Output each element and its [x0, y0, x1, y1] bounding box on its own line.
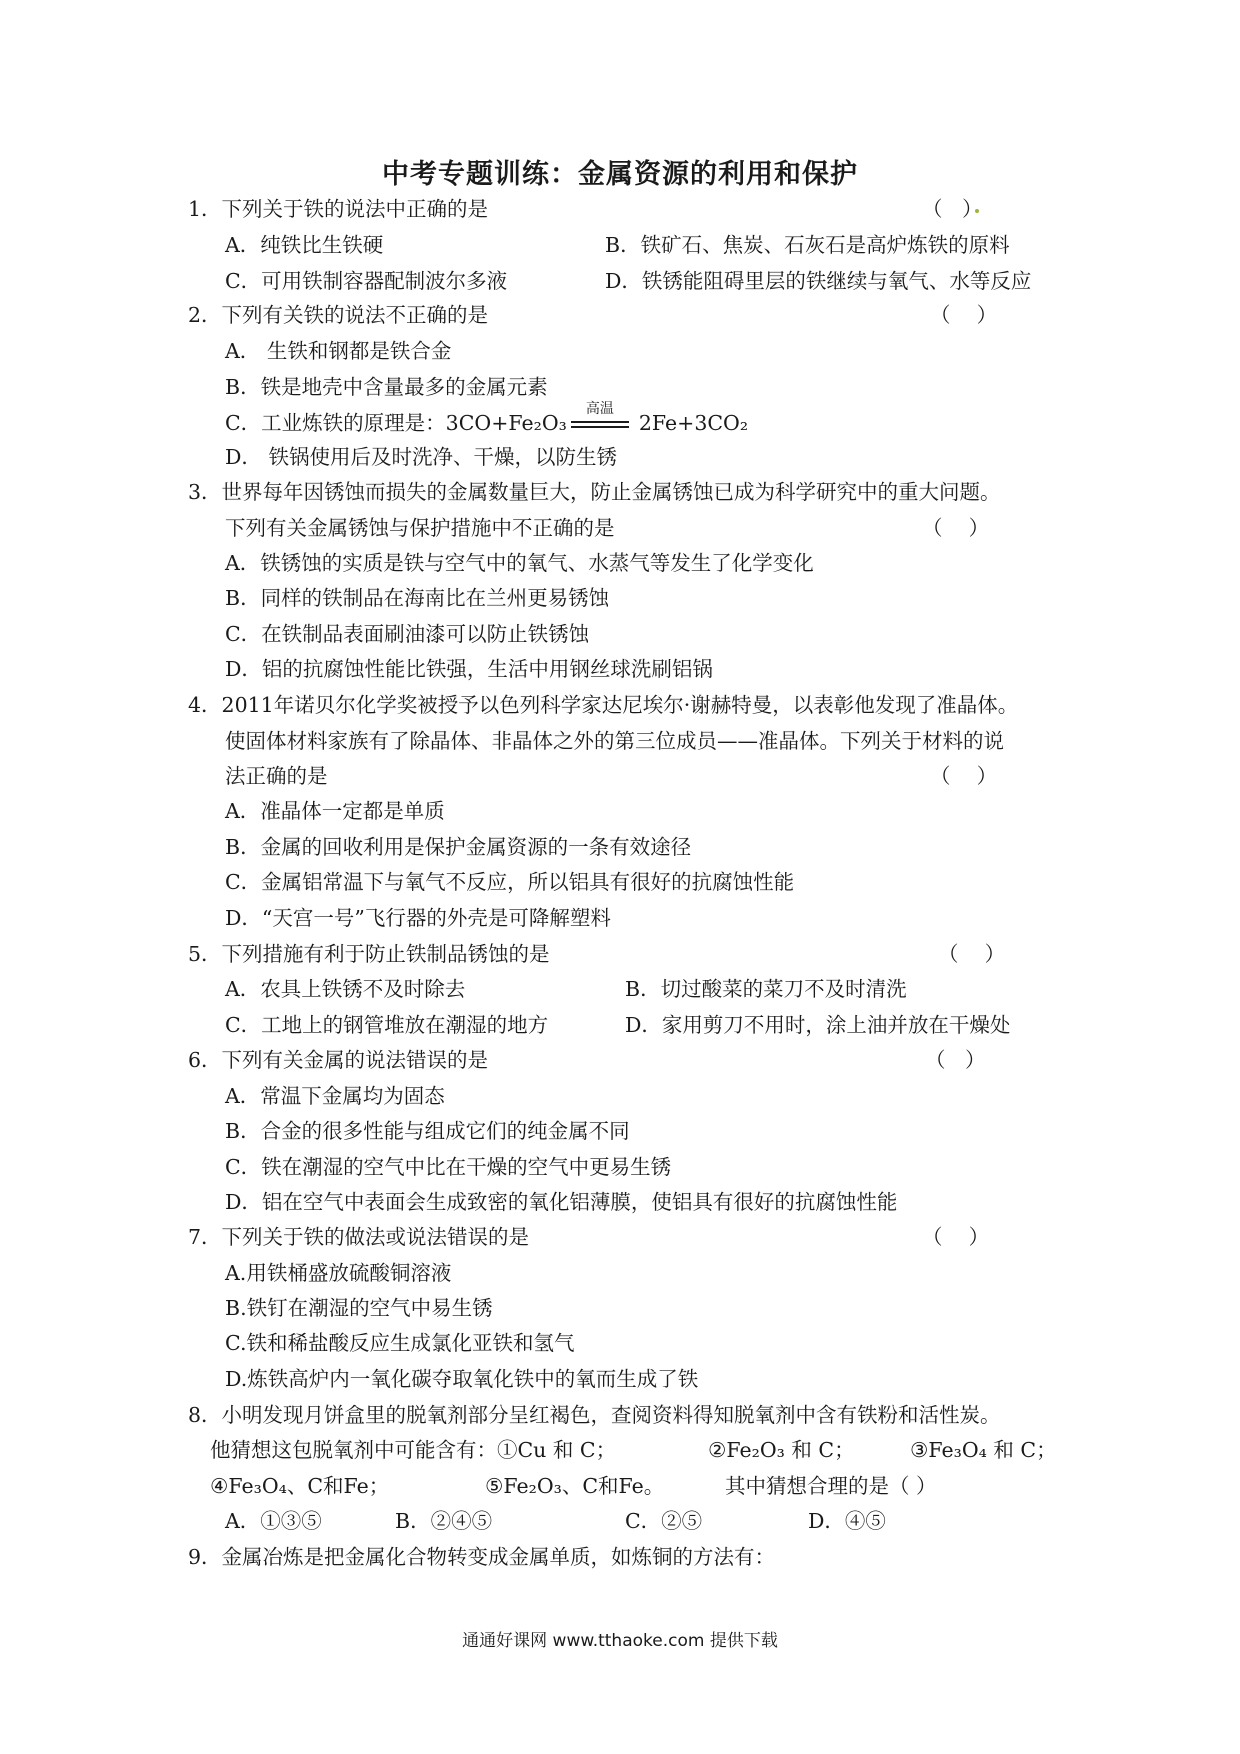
question-9-stem: 9．金属冶炼是把金属化合物转变成金属单质，如炼铜的方法有：: [188, 1545, 776, 1569]
question-4-stem-cont-1: 使固体材料家族有了除晶体、非晶体之外的第三位成员——准晶体。下列关于材料的说: [225, 729, 1004, 753]
question-6-option-a: A．常温下金属均为固态: [225, 1084, 445, 1108]
question-2-option-c: [225, 401, 749, 437]
question-4-option-d: D．“天宫一号”飞行器的外壳是可降解塑料: [225, 906, 611, 930]
equation-arrow: [571, 401, 629, 437]
page-title: 中考专题训练：金属资源的利用和保护: [382, 159, 858, 190]
question-5-stem: 5．下列措施有利于防止铁制品锈蚀的是: [188, 942, 550, 966]
question-8-guess-4: ④Fe₃O₄、C和Fe；: [210, 1474, 390, 1498]
question-5-option-b: B．切过酸菜的菜刀不及时清洗: [625, 977, 907, 1001]
question-5-option-a: A．农具上铁锈不及时除去: [225, 977, 466, 1001]
question-7-option-a: A.用铁桶盛放硫酸铜溶液: [225, 1261, 452, 1285]
question-3-stem: 3．世界每年因锈蚀而损失的金属数量巨大，防止金属锈蚀已成为科学研究中的重大问题。: [188, 480, 1001, 504]
question-2-answer-blank: （ ）: [930, 303, 998, 327]
question-1-option-d: D．铁锈能阻碍里层的铁继续与氧气、水等反应: [605, 269, 1032, 293]
question-2-option-a: A． 生铁和钢都是铁合金: [225, 339, 452, 363]
question-2-option-d: D． 铁锅使用后及时洗净、干燥，以防生锈: [225, 445, 617, 469]
question-3-stem-cont: 下列有关金属锈蚀与保护措施中不正确的是: [225, 516, 615, 540]
question-6-option-b: B．合金的很多性能与组成它们的纯金属不同: [225, 1119, 630, 1143]
question-7-stem: 7．下列关于铁的做法或说法错误的是: [188, 1225, 530, 1249]
page-footer: 通通好课网 www.tthaoke.com 提供下载: [462, 1631, 778, 1651]
question-4-option-c: C．金属铝常温下与氧气不反应，所以铝具有很好的抗腐蚀性能: [225, 870, 795, 894]
question-2-stem: 2．下列有关铁的说法不正确的是: [188, 303, 489, 327]
question-6-option-d: D．铝在空气中表面会生成致密的氧化铝薄膜，使铝具有很好的抗腐蚀性能: [225, 1190, 898, 1214]
question-7-option-c: C.铁和稀盐酸反应生成氯化亚铁和氢气: [225, 1331, 575, 1355]
question-3-option-a: A．铁锈蚀的实质是铁与空气中的氧气、水蒸气等发生了化学变化: [225, 551, 814, 575]
question-2-option-b: B．铁是地壳中含量最多的金属元素: [225, 375, 548, 399]
question-8-guess-2: ②Fe₂O₃ 和 C；: [708, 1438, 855, 1462]
question-1-option-c: C．可用铁制容器配制波尔多液: [225, 269, 508, 293]
question-1-option-b: B．铁矿石、焦炭、石灰石是高炉炼铁的原料: [605, 233, 1010, 257]
equation-right: 2Fe+3CO₂: [638, 411, 749, 435]
question-6-stem: 6．下列有关金属的说法错误的是: [188, 1048, 489, 1072]
question-8-option-a: A．①③⑤: [225, 1509, 322, 1533]
question-3-answer-blank: （ ）: [922, 516, 990, 540]
question-4-option-b: B．金属的回收利用是保护金属资源的一条有效途径: [225, 835, 692, 859]
question-3-option-c: C．在铁制品表面刷油漆可以防止铁锈蚀: [225, 622, 590, 646]
question-8-option-d: D．④⑤: [808, 1509, 886, 1533]
question-3-option-d: D．铝的抗腐蚀性能比铁强，生活中用钢丝球洗刷铝锅: [225, 657, 713, 681]
question-1-option-a: A．纯铁比生铁硬: [225, 233, 384, 257]
question-8-guess-3: ③Fe₃O₄ 和 C；: [910, 1438, 1057, 1462]
question-3-option-b: B．同样的铁制品在海南比在兰州更易锈蚀: [225, 586, 610, 610]
question-1-stem: 1．下列关于铁的说法中正确的是: [188, 197, 489, 221]
question-8-prompt: 其中猜想合理的是（ ）: [725, 1474, 937, 1498]
question-8-guess-1: 他猜想这包脱氧剂中可能含有：①Cu 和 C；: [210, 1438, 617, 1462]
equation-left: C．工业炼铁的原理是：3CO+Fe₂O₃: [225, 411, 567, 435]
question-7-option-b: B.铁钉在潮湿的空气中易生锈: [225, 1296, 493, 1320]
question-8-guess-5: ⑤Fe₂O₃、C和Fe。: [485, 1474, 665, 1498]
question-7-option-d: D.炼铁高炉内一氧化碳夺取氧化铁中的氧而生成了铁: [225, 1367, 699, 1391]
question-5-answer-blank: （ ）: [938, 942, 1006, 966]
question-4-option-a: A．准晶体一定都是单质: [225, 799, 445, 823]
question-4-answer-blank: （ ）: [930, 764, 998, 788]
question-4-stem: 4．2011年诺贝尔化学奖被授予以色列科学家达尼埃尔·谢赫特曼，以表彰他发现了准晶体。: [188, 693, 1019, 717]
question-7-answer-blank: （ ）: [922, 1225, 990, 1249]
question-8-stem: 8．小明发现月饼盒里的脱氧剂部分呈红褐色，查阅资料得知脱氧剂中含有铁粉和活性炭。: [188, 1403, 1001, 1427]
equation-condition: 高温: [585, 401, 614, 417]
question-5-option-c: C．工地上的钢管堆放在潮湿的地方: [225, 1013, 549, 1037]
question-8-option-b: B．②④⑤: [395, 1509, 493, 1533]
question-1-answer-blank: （ ）: [922, 197, 983, 221]
question-6-answer-blank: （ ）: [925, 1048, 986, 1072]
question-8-option-c: C．②⑤: [625, 1509, 703, 1533]
question-6-option-c: C．铁在潮湿的空气中比在干燥的空气中更易生锈: [225, 1155, 672, 1179]
question-4-stem-cont-2: 法正确的是: [225, 764, 328, 788]
question-5-option-d: D．家用剪刀不用时，涂上油并放在干燥处: [625, 1013, 1011, 1037]
